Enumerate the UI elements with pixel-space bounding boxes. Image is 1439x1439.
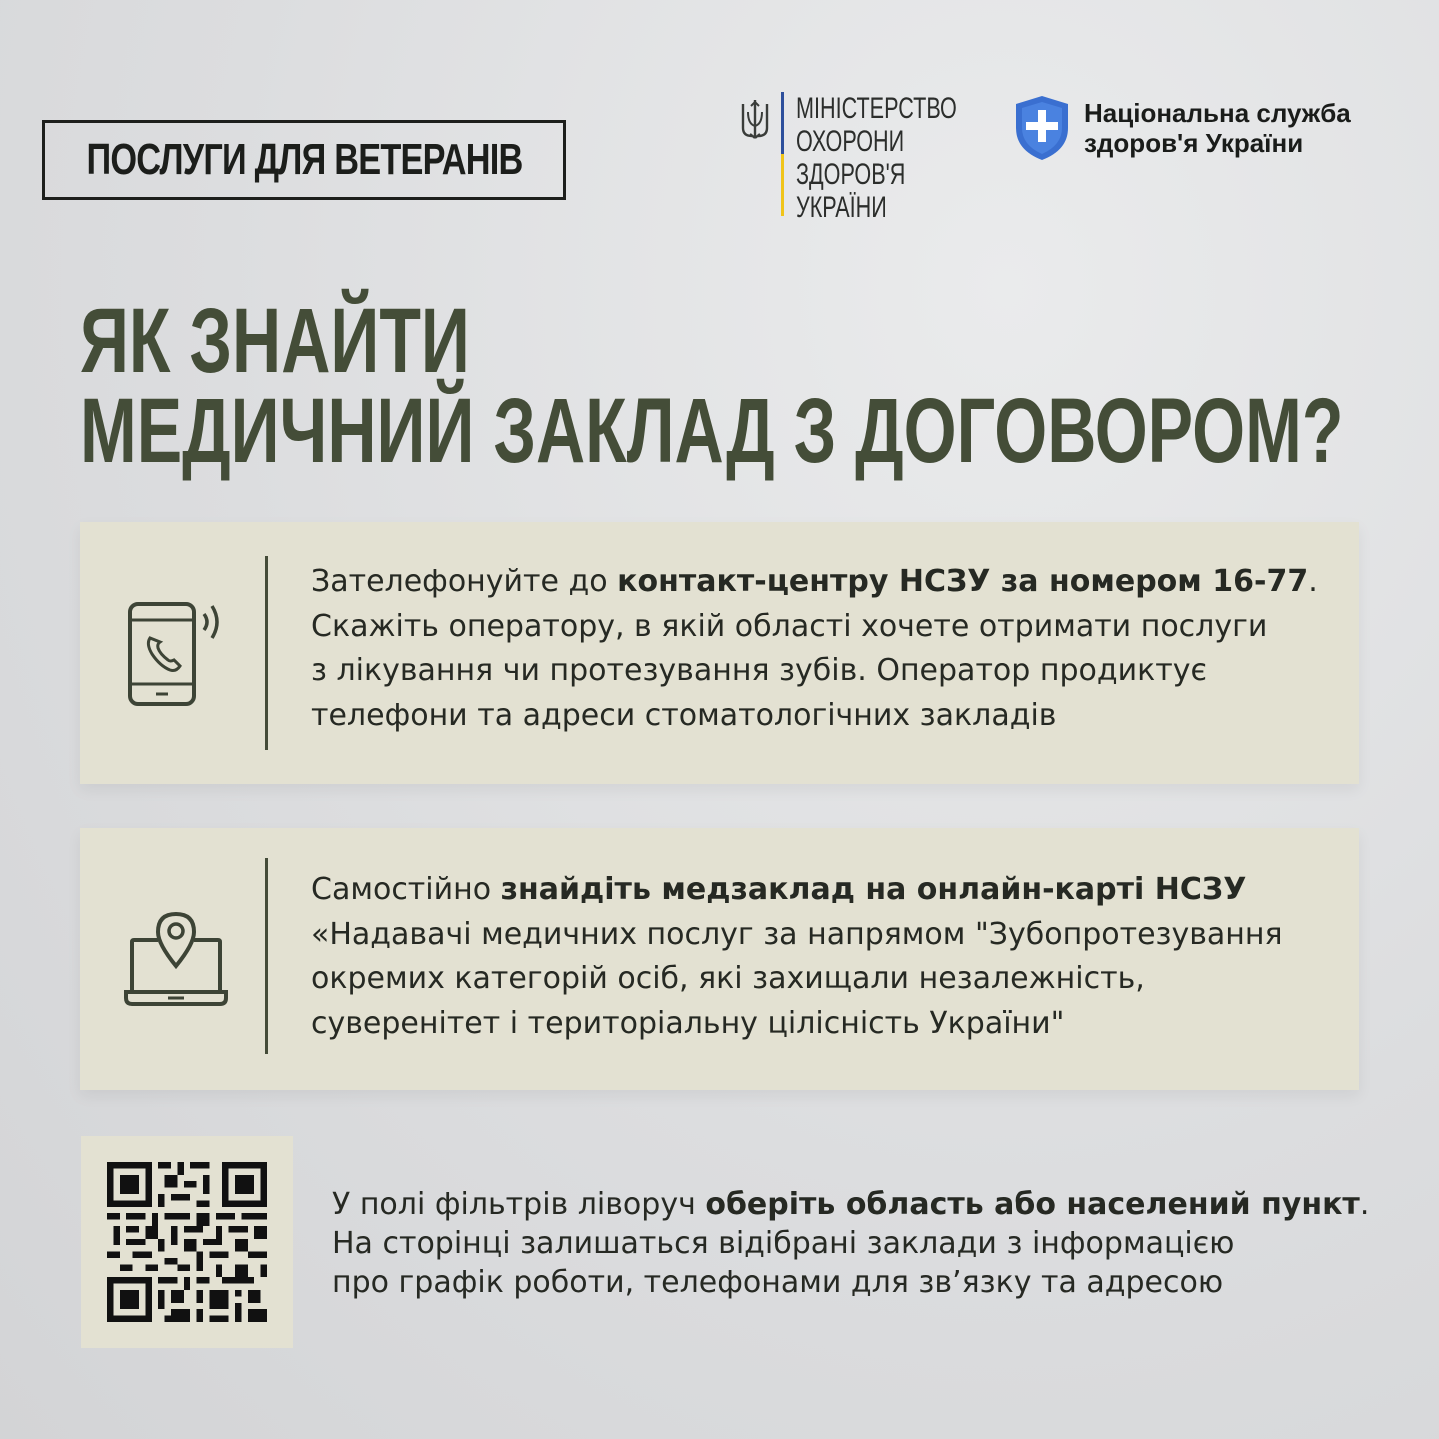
text-line: телефони та адреси стоматологічних закладів xyxy=(311,697,1057,733)
call-center-card xyxy=(80,522,1359,784)
nszu-line: Національна служба xyxy=(1084,98,1351,128)
text-regular: У полі фільтрів ліворуч xyxy=(332,1187,706,1222)
title-line-2: МЕДИЧНИЙ ЗАКЛАД З ДОГОВОРОМ? xyxy=(80,380,1344,482)
text-line: про графік роботи, телефонами для зв’язку та адресою xyxy=(332,1265,1224,1300)
moz-title xyxy=(796,92,957,224)
card-divider xyxy=(265,556,268,750)
text-regular: Зателефонуйте до xyxy=(311,564,618,599)
title-line-1: ЯК ЗНАЙТИ xyxy=(80,290,470,392)
text-bold: знайдіть медзаклад на онлайн-карті НСЗУ xyxy=(500,872,1247,907)
text-bold: оберіть область або населений пункт xyxy=(705,1187,1360,1222)
moz-logo xyxy=(740,92,970,222)
nszu-title xyxy=(1084,98,1351,158)
qr-code-box[interactable] xyxy=(81,1136,293,1348)
text-line: На сторінці залишаться відібрані заклади з інформацією xyxy=(332,1226,1235,1261)
text-line xyxy=(311,560,1318,605)
laptop-location-icon xyxy=(124,910,228,1010)
phone-call-icon xyxy=(126,600,226,708)
text-line xyxy=(311,868,1283,913)
text-line: «Надавачі медичних послуг за напрямом "Зубопротезування xyxy=(311,916,1283,952)
call-center-text xyxy=(311,560,1318,738)
text-line: суверенітет і територіальну цілісність України" xyxy=(311,1005,1065,1041)
text-line xyxy=(332,1185,1369,1224)
moz-line: ЗДОРОВ'Я xyxy=(796,158,906,191)
text-bold: контакт-центру НСЗУ за номером 16-77 xyxy=(617,564,1309,599)
moz-line: ОХОРОНИ xyxy=(796,125,905,158)
text-line: окремих категорій осіб, які захищали незалежність, xyxy=(311,961,1145,996)
text-line: Скажіть оператору, в якій області хочете отримати послуги xyxy=(311,608,1268,644)
nszu-logo xyxy=(1014,94,1414,174)
online-map-card xyxy=(80,828,1359,1090)
moz-yellow-bar xyxy=(781,154,784,216)
tag-label: ПОСЛУГИ ДЛЯ ВЕТЕРАНІВ xyxy=(85,135,523,184)
text-regular: . xyxy=(1308,564,1318,599)
qr-code-icon xyxy=(107,1162,267,1322)
page-title xyxy=(80,290,1344,482)
text-line: з лікування чи протезування зубів. Оператор продиктує xyxy=(311,653,1207,688)
filter-instructions xyxy=(332,1185,1369,1302)
moz-line: УКРАЇНИ xyxy=(796,191,887,224)
shield-cross-icon xyxy=(1014,94,1070,162)
text-regular: Самостійно xyxy=(311,872,501,907)
card-divider xyxy=(265,858,268,1054)
online-map-text xyxy=(311,868,1283,1046)
nszu-line: здоров'я України xyxy=(1084,128,1304,158)
moz-line: МІНІСТЕРСТВО xyxy=(796,92,957,125)
veterans-services-tag xyxy=(42,120,566,200)
moz-blue-bar xyxy=(781,92,784,154)
trident-icon xyxy=(740,98,770,142)
text-regular: . xyxy=(1359,1187,1370,1222)
